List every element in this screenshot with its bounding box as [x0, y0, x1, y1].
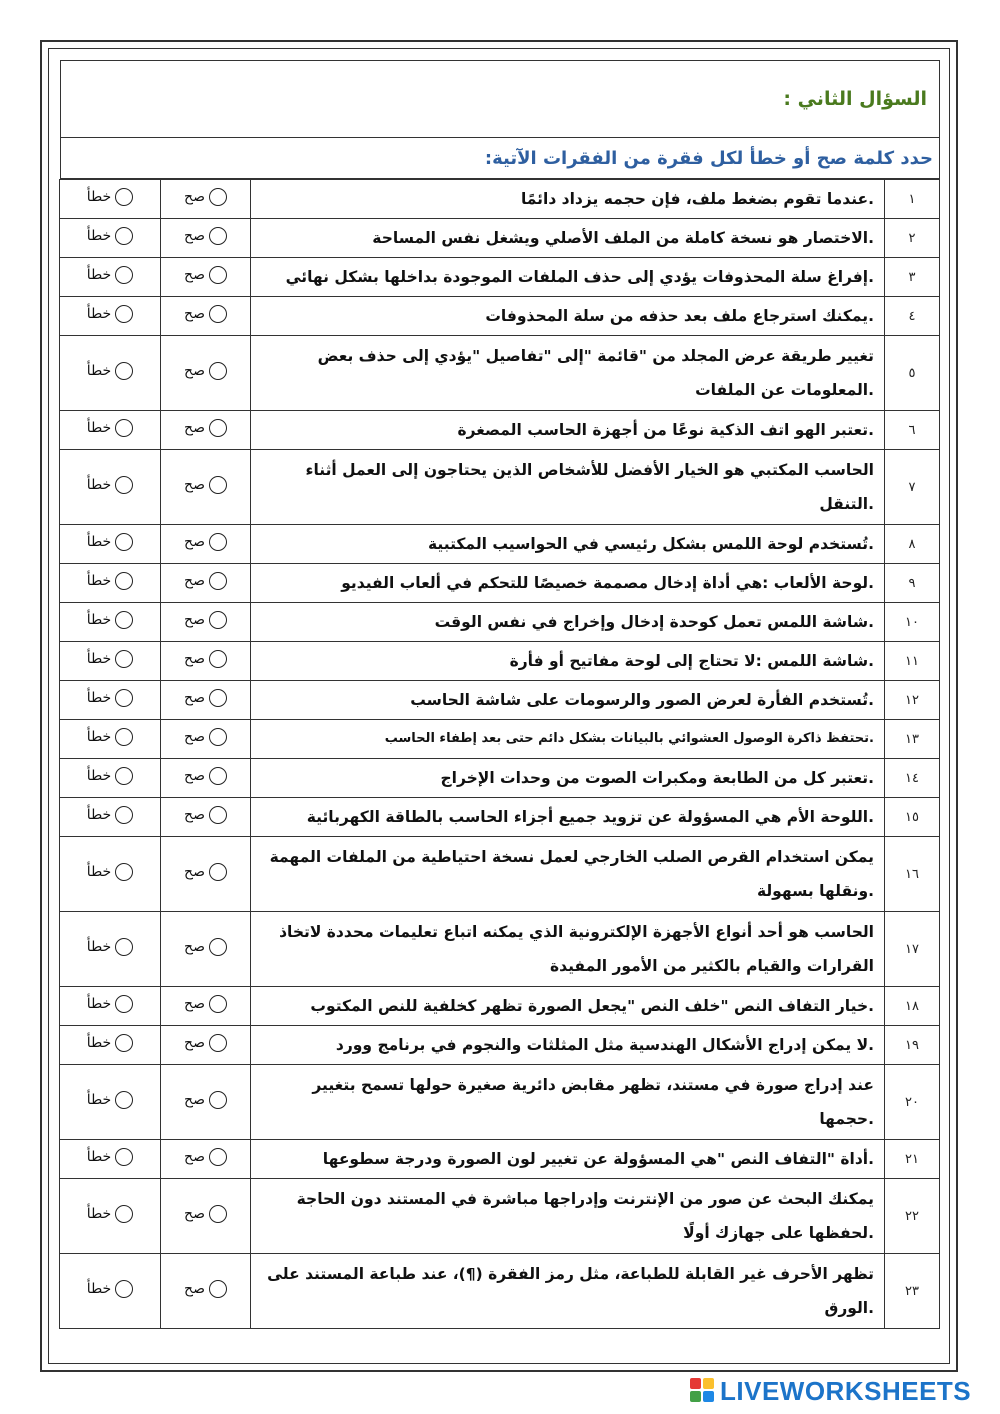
true-label: صح: [184, 573, 205, 589]
false-option-cell: [60, 525, 161, 564]
true-radio[interactable]: [209, 938, 227, 956]
false-radio[interactable]: [115, 995, 133, 1013]
item-number: ١٤: [885, 759, 940, 798]
item-number: ٣: [885, 258, 940, 297]
item-number: ٧: [885, 450, 940, 525]
item-number: ٢٣: [885, 1254, 940, 1329]
true-label: صح: [184, 1206, 205, 1222]
true-label: صح: [184, 939, 205, 955]
false-option-cell: [60, 681, 161, 720]
false-radio[interactable]: [115, 419, 133, 437]
true-option-cell: [161, 297, 251, 336]
true-choice[interactable]: [184, 362, 227, 380]
false-choice[interactable]: [87, 689, 133, 707]
item-statement: .تحتفظ ذاكرة الوصول العشوائي بالبيانات بشكل دائم حتى بعد إطفاء الحاسب: [251, 720, 885, 759]
item-number: ١: [885, 180, 940, 219]
item-number: ٤: [885, 297, 940, 336]
table-row: [60, 297, 940, 336]
false-radio[interactable]: [115, 611, 133, 629]
true-label: صح: [184, 1035, 205, 1051]
true-radio[interactable]: [209, 863, 227, 881]
false-choice[interactable]: [87, 611, 133, 629]
true-choice[interactable]: [184, 611, 227, 629]
true-label: صح: [184, 1092, 205, 1108]
table-row: [60, 525, 940, 564]
table-row: [60, 720, 940, 759]
false-label: خطأ: [86, 477, 112, 493]
false-label: خطأ: [86, 768, 112, 784]
false-option-cell: [60, 411, 161, 450]
table-row: [60, 912, 940, 987]
table-row: [60, 642, 940, 681]
table-row: [60, 450, 940, 525]
true-option-cell: [161, 336, 251, 411]
true-label: صح: [184, 267, 205, 283]
item-statement: تظهر الأحرف غير القابلة للطباعة، مثل رمز الفقرة (¶)، عند طباعة المستند على .الورق: [251, 1254, 885, 1329]
false-choice[interactable]: [87, 533, 133, 551]
item-statement: .لا يمكن إدراج الأشكال الهندسية مثل المثلثات والنجوم في برنامج وورد: [251, 1026, 885, 1065]
item-number: ٦: [885, 411, 940, 450]
false-radio[interactable]: [115, 227, 133, 245]
item-statement: الحاسب المكتبي هو الخيار الأفضل للأشخاص الذين يحتاجون إلى العمل أثناء .التنقل: [251, 450, 885, 525]
true-choice[interactable]: [184, 767, 227, 785]
true-option-cell: [161, 603, 251, 642]
false-choice[interactable]: [87, 767, 133, 785]
item-statement: .تعتبر كل من الطابعة ومكبرات الصوت من وحدات الإخراج: [251, 759, 885, 798]
false-radio[interactable]: [115, 572, 133, 590]
table-row: [60, 759, 940, 798]
false-radio[interactable]: [115, 767, 133, 785]
item-number: ٢: [885, 219, 940, 258]
true-radio[interactable]: [209, 188, 227, 206]
true-choice[interactable]: [184, 476, 227, 494]
item-number: ١٥: [885, 798, 940, 837]
false-label: خطأ: [86, 306, 112, 322]
true-option-cell: [161, 411, 251, 450]
false-choice[interactable]: [87, 1034, 133, 1052]
true-choice[interactable]: [184, 995, 227, 1013]
true-option-cell: [161, 525, 251, 564]
true-option-cell: [161, 720, 251, 759]
true-option-cell: [161, 837, 251, 912]
true-option-cell: [161, 1179, 251, 1254]
table-row: [60, 336, 940, 411]
true-radio[interactable]: [209, 767, 227, 785]
false-option-cell: [60, 720, 161, 759]
false-option-cell: [60, 297, 161, 336]
false-label: خطأ: [86, 420, 112, 436]
item-number: ١٨: [885, 987, 940, 1026]
true-label: صح: [184, 1149, 205, 1165]
false-label: خطأ: [86, 267, 112, 283]
false-radio[interactable]: [115, 728, 133, 746]
false-option-cell: [60, 1140, 161, 1179]
true-choice[interactable]: [184, 533, 227, 551]
true-choice[interactable]: [184, 572, 227, 590]
false-option-cell: [60, 564, 161, 603]
true-radio[interactable]: [209, 611, 227, 629]
false-label: خطأ: [86, 690, 112, 706]
item-number: ١١: [885, 642, 940, 681]
true-choice[interactable]: [184, 1205, 227, 1223]
false-option-cell: [60, 759, 161, 798]
false-option-cell: [60, 642, 161, 681]
false-radio[interactable]: [115, 1280, 133, 1298]
true-option-cell: [161, 912, 251, 987]
item-statement: .عندما تقوم بضغط ملف، فإن حجمه يزداد دائمًا: [251, 180, 885, 219]
false-option-cell: [60, 798, 161, 837]
true-radio[interactable]: [209, 995, 227, 1013]
false-label: خطأ: [86, 1206, 112, 1222]
true-option-cell: [161, 1065, 251, 1140]
true-label: صح: [184, 1281, 205, 1297]
table-row: [60, 180, 940, 219]
false-label: خطأ: [86, 1035, 112, 1051]
table-row: [60, 258, 940, 297]
false-choice[interactable]: [87, 572, 133, 590]
true-label: صح: [184, 228, 205, 244]
item-number: ٢١: [885, 1140, 940, 1179]
true-option-cell: [161, 642, 251, 681]
item-number: ٨: [885, 525, 940, 564]
true-label: صح: [184, 729, 205, 745]
true-radio[interactable]: [209, 1148, 227, 1166]
false-radio[interactable]: [115, 476, 133, 494]
true-radio[interactable]: [209, 650, 227, 668]
false-label: خطأ: [86, 939, 112, 955]
false-option-cell: [60, 180, 161, 219]
false-label: خطأ: [86, 651, 112, 667]
false-radio[interactable]: [115, 1091, 133, 1109]
false-radio[interactable]: [115, 266, 133, 284]
true-label: صح: [184, 534, 205, 550]
true-radio[interactable]: [209, 305, 227, 323]
true-choice[interactable]: [184, 1034, 227, 1052]
table-row: [60, 1065, 940, 1140]
false-option-cell: [60, 1026, 161, 1065]
true-radio[interactable]: [209, 1091, 227, 1109]
item-statement: .تُستخدم لوحة اللمس بشكل رئيسي في الحواسيب المكتبية: [251, 525, 885, 564]
item-statement: .شاشة اللمس :لا تحتاج إلى لوحة مفاتيح أو فأرة: [251, 642, 885, 681]
worksheet: [60, 60, 940, 1329]
item-number: ٥: [885, 336, 940, 411]
true-false-table: [59, 179, 940, 1329]
false-choice[interactable]: [87, 419, 133, 437]
false-label: خطأ: [86, 228, 112, 244]
true-option-cell: [161, 1140, 251, 1179]
false-option-cell: [60, 1254, 161, 1329]
true-option-cell: [161, 258, 251, 297]
table-row: [60, 837, 940, 912]
table-row: [60, 1179, 940, 1254]
true-choice[interactable]: [184, 1280, 227, 1298]
false-label: خطأ: [86, 1092, 112, 1108]
false-label: خطأ: [86, 189, 112, 205]
false-radio[interactable]: [115, 1148, 133, 1166]
false-choice[interactable]: [87, 806, 133, 824]
item-statement: .خيار التفاف النص "خلف النص "يجعل الصورة تظهر كخلفية للنص المكتوب: [251, 987, 885, 1026]
table-row: [60, 681, 940, 720]
table-row: [60, 219, 940, 258]
true-radio[interactable]: [209, 689, 227, 707]
false-option-cell: [60, 450, 161, 525]
true-radio[interactable]: [209, 572, 227, 590]
false-choice[interactable]: [87, 305, 133, 323]
true-choice[interactable]: [184, 188, 227, 206]
false-radio[interactable]: [115, 305, 133, 323]
question-instruction: حدد كلمة صح أو خطأ لكل فقرة من الفقرات الآتية:: [60, 138, 940, 179]
true-radio[interactable]: [209, 1205, 227, 1223]
true-radio[interactable]: [209, 1034, 227, 1052]
false-choice[interactable]: [87, 1148, 133, 1166]
false-choice[interactable]: [87, 938, 133, 956]
false-choice[interactable]: [87, 1280, 133, 1298]
false-option-cell: [60, 258, 161, 297]
item-statement: .إفراغ سلة المحذوفات يؤدي إلى حذف الملفات الموجودة بداخلها بشكل نهائي: [251, 258, 885, 297]
true-choice[interactable]: [184, 863, 227, 881]
true-radio[interactable]: [209, 362, 227, 380]
false-choice[interactable]: [87, 476, 133, 494]
item-statement: تغيير طريقة عرض المجلد من "قائمة "إلى "تفاصيل "يؤدي إلى حذف بعض .المعلومات عن الملفات: [251, 336, 885, 411]
item-number: ١٧: [885, 912, 940, 987]
true-radio[interactable]: [209, 728, 227, 746]
table-row: [60, 1254, 940, 1329]
true-label: صح: [184, 189, 205, 205]
table-row: [60, 798, 940, 837]
item-number: ١٠: [885, 603, 940, 642]
true-choice[interactable]: [184, 305, 227, 323]
true-choice[interactable]: [184, 266, 227, 284]
false-choice[interactable]: [87, 1091, 133, 1109]
true-option-cell: [161, 798, 251, 837]
item-statement: .أداة "التفاف النص "هي المسؤولة عن تغيير لون الصورة ودرجة سطوعها: [251, 1140, 885, 1179]
true-choice[interactable]: [184, 1148, 227, 1166]
true-radio[interactable]: [209, 476, 227, 494]
false-label: خطأ: [86, 573, 112, 589]
true-radio[interactable]: [209, 533, 227, 551]
logo-icon: [690, 1378, 716, 1404]
false-choice[interactable]: [87, 728, 133, 746]
question-title: السؤال الثاني :: [60, 60, 940, 138]
false-radio[interactable]: [115, 938, 133, 956]
false-option-cell: [60, 603, 161, 642]
item-statement: .لوحة الألعاب :هي أداة إدخال مصممة خصيصًا للتحكم في ألعاب الفيديو: [251, 564, 885, 603]
true-label: صح: [184, 996, 205, 1012]
true-radio[interactable]: [209, 419, 227, 437]
item-statement: .اللوحة الأم هي المسؤولة عن تزويد جميع أجزاء الحاسب بالطاقة الكهربائية: [251, 798, 885, 837]
true-option-cell: [161, 564, 251, 603]
true-option-cell: [161, 1254, 251, 1329]
item-number: ١٦: [885, 837, 940, 912]
item-number: ١٩: [885, 1026, 940, 1065]
false-radio[interactable]: [115, 362, 133, 380]
false-label: خطأ: [86, 1149, 112, 1165]
false-radio[interactable]: [115, 1205, 133, 1223]
item-statement: يمكن استخدام القرص الصلب الخارجي لعمل نسخة احتياطية من الملفات المهمة .ونقلها بسهولة: [251, 837, 885, 912]
true-label: صح: [184, 864, 205, 880]
false-label: خطأ: [86, 534, 112, 550]
item-statement: .تُستخدم الفأرة لعرض الصور والرسومات على شاشة الحاسب: [251, 681, 885, 720]
true-label: صح: [184, 612, 205, 628]
true-option-cell: [161, 987, 251, 1026]
item-statement: يمكنك البحث عن صور من الإنترنت وإدراجها مباشرة في المستند دون الحاجة .لحفظها على جهازك أولًا: [251, 1179, 885, 1254]
false-radio[interactable]: [115, 188, 133, 206]
true-option-cell: [161, 219, 251, 258]
item-number: ٩: [885, 564, 940, 603]
item-number: ٢٢: [885, 1179, 940, 1254]
table-row: [60, 1140, 940, 1179]
true-label: صح: [184, 306, 205, 322]
item-number: ١٢: [885, 681, 940, 720]
false-radio[interactable]: [115, 806, 133, 824]
true-label: صح: [184, 651, 205, 667]
false-label: خطأ: [86, 864, 112, 880]
false-radio[interactable]: [115, 689, 133, 707]
true-label: صح: [184, 363, 205, 379]
true-choice[interactable]: [184, 1091, 227, 1109]
true-option-cell: [161, 1026, 251, 1065]
true-choice[interactable]: [184, 227, 227, 245]
false-option-cell: [60, 1179, 161, 1254]
item-number: ١٣: [885, 720, 940, 759]
true-radio[interactable]: [209, 227, 227, 245]
item-statement: .تعتبر الهو اتف الذكية نوعًا من أجهزة الحاسب المصغرة: [251, 411, 885, 450]
false-choice[interactable]: [87, 266, 133, 284]
false-option-cell: [60, 912, 161, 987]
true-radio[interactable]: [209, 266, 227, 284]
table-row: [60, 1026, 940, 1065]
true-option-cell: [161, 759, 251, 798]
table-row: [60, 564, 940, 603]
item-statement: .الاختصار هو نسخة كاملة من الملف الأصلي ويشغل نفس المساحة: [251, 219, 885, 258]
false-label: خطأ: [86, 729, 112, 745]
false-option-cell: [60, 837, 161, 912]
false-choice[interactable]: [87, 863, 133, 881]
true-label: صح: [184, 690, 205, 706]
true-label: صح: [184, 768, 205, 784]
false-radio[interactable]: [115, 863, 133, 881]
false-choice[interactable]: [87, 1205, 133, 1223]
false-radio[interactable]: [115, 650, 133, 668]
false-option-cell: [60, 219, 161, 258]
liveworksheets-logo: [690, 1376, 988, 1406]
true-choice[interactable]: [184, 419, 227, 437]
item-statement: .يمكنك استرجاع ملف بعد حذفه من سلة المحذوفات: [251, 297, 885, 336]
brand-name: LIVEWORKSHEETS: [720, 1375, 972, 1406]
true-option-cell: [161, 450, 251, 525]
false-choice[interactable]: [87, 650, 133, 668]
item-statement: الحاسب هو أحد أنواع الأجهزة الإلكترونية الذي يمكنه اتباع تعليمات محددة لاتخاذ القرارات والقيام بالكثير من الأمور المفيدة: [251, 912, 885, 987]
false-label: خطأ: [86, 1281, 112, 1297]
false-option-cell: [60, 1065, 161, 1140]
item-statement: .شاشة اللمس تعمل كوحدة إدخال وإخراج في نفس الوقت: [251, 603, 885, 642]
false-label: خطأ: [86, 996, 112, 1012]
false-choice[interactable]: [87, 227, 133, 245]
false-choice[interactable]: [87, 362, 133, 380]
false-label: خطأ: [86, 807, 112, 823]
false-radio[interactable]: [115, 533, 133, 551]
true-choice[interactable]: [184, 806, 227, 824]
true-option-cell: [161, 681, 251, 720]
false-choice[interactable]: [87, 188, 133, 206]
false-radio[interactable]: [115, 1034, 133, 1052]
true-choice[interactable]: [184, 650, 227, 668]
true-choice[interactable]: [184, 938, 227, 956]
true-choice[interactable]: [184, 728, 227, 746]
item-statement: عند إدراج صورة في مستند، تظهر مقابض دائرية صغيرة حولها تسمح بتغيير .حجمها: [251, 1065, 885, 1140]
false-label: خطأ: [86, 612, 112, 628]
true-label: صح: [184, 807, 205, 823]
true-label: صح: [184, 420, 205, 436]
true-label: صح: [184, 477, 205, 493]
table-row: [60, 411, 940, 450]
table-row: [60, 603, 940, 642]
true-choice[interactable]: [184, 689, 227, 707]
true-radio[interactable]: [209, 1280, 227, 1298]
table-row: [60, 987, 940, 1026]
false-label: خطأ: [86, 363, 112, 379]
item-number: ٢٠: [885, 1065, 940, 1140]
false-option-cell: [60, 987, 161, 1026]
false-choice[interactable]: [87, 995, 133, 1013]
true-radio[interactable]: [209, 806, 227, 824]
false-option-cell: [60, 336, 161, 411]
true-option-cell: [161, 180, 251, 219]
